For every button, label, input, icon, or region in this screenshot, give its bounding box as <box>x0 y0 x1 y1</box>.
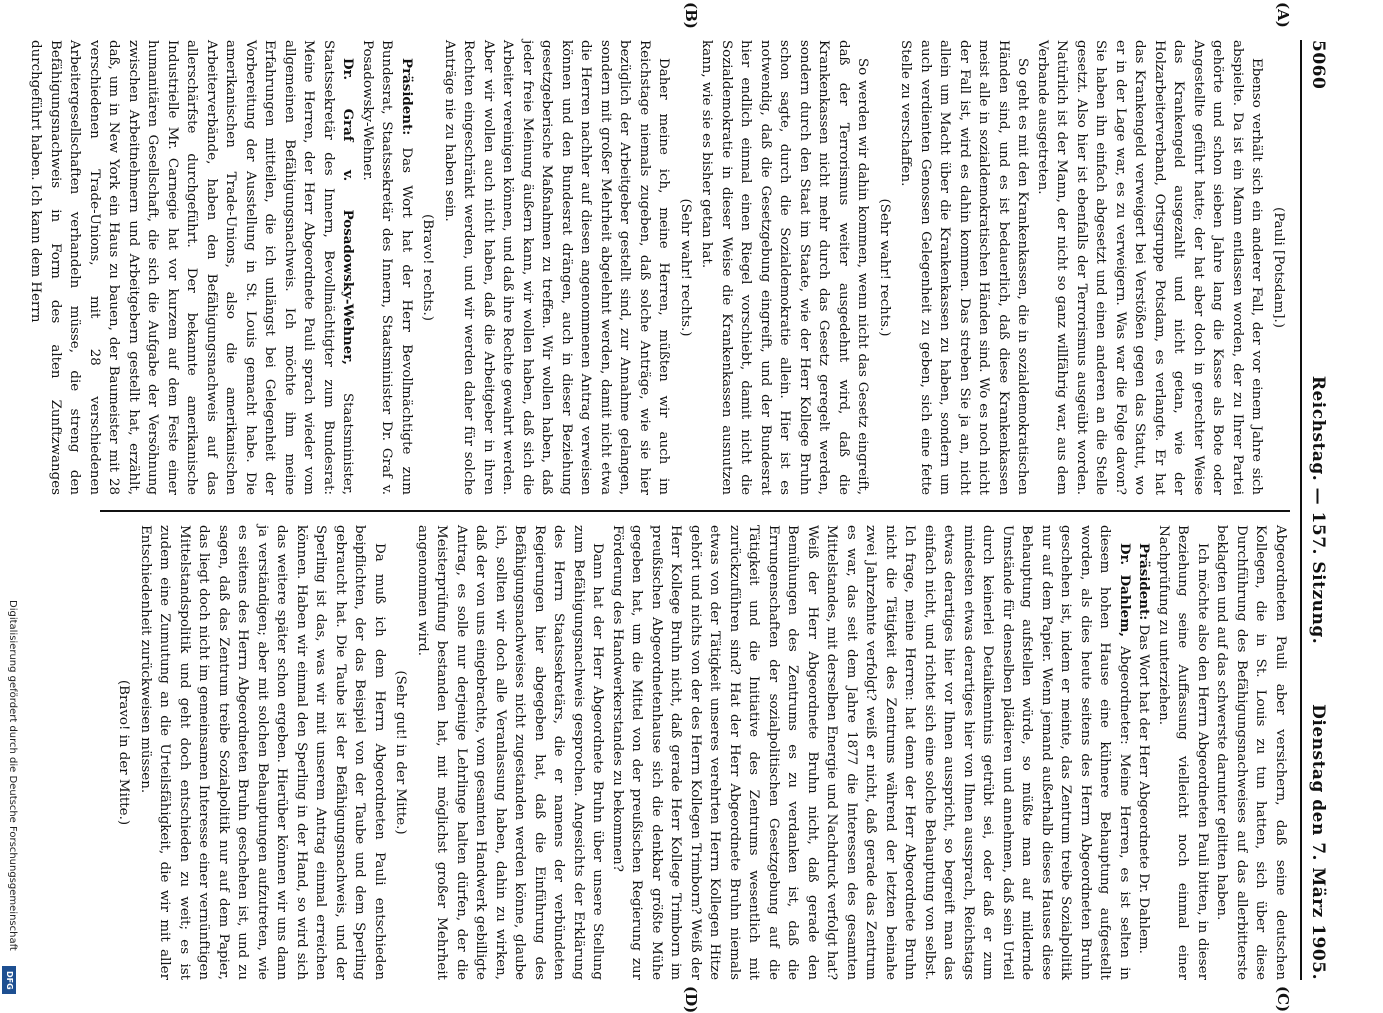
margin-mark-c: (C) <box>1274 986 1292 1013</box>
session-date: Dienstag den 7. März 1905. <box>1308 704 1328 980</box>
margin-mark-a: (A) <box>1274 2 1292 28</box>
speech-paragraph: Dr. Graf v. Posadowsky-Wehner, Staatsminister, Staatssekretär des Innern, Bevollmächtigter zum Bundesrat: Meine Herren, der Herr Abgeordnete Pauli sprach wieder vom allgemeinen Befähigungsnachweis. Ich möchte ihm meine Erfahrungen mitteilen, die ich unlängst bei Gelegenheit der Vorbereitung der Ausstellung in St. Louis gemacht habe. Die amerikanischen Trade-Unions, also die amerikanischen Arbeiterverbände, haben den Befähigungsnachweis auf das allerschärfste durchgeführt. Der bekannte amerikanische Industrielle Mr. Carnegie hat vor kurzem auf dem Feste einer humanitären Gesellschaft, die sich die Aufgabe der Versöhnung zwischen Arbeitnehmern und Arbeitgebern gestellt hat, erzählt, daß, um in New York ein Haus zu bauen, der Baumeister mit 28 verschiedenen Trade-Unions, mit 28 verschiedenen Arbeitergesellschaften verhandeln müsse, die streng den Befähigungsnachweis in Form des alten Zunftzwanges durchgeführt haben. Ich kann dem Herrn <box>28 40 357 495</box>
speech-paragraph: Präsident: Das Wort hat der Herr Bevollmächtigte zum Bundesrat, Staatssekretär des Innern, Staatsminister Dr. Graf v. Posadowsky-Wehner. <box>360 40 415 495</box>
left-column <box>28 40 1290 495</box>
body-paragraph: Daher meine ich, meine Herren, müßten wir auch im Reichstage niemals zugeben, daß solche Anträge, wie sie hier bezüglich der Arbeitgeber gestellt sind, zur Annahme gelangen, sondern mit großer Mehrheit abgelehnt werden, damit nicht etwa die Herren nachher auf diesen angenommenen Antrag verweisen können und den Bundesrat drängen, auch in dieser Beziehung gesetzgeberische Maßnahmen zu treffen. Wir wollen haben, daß jeder freie Meinung äußern kann, wir wollen haben, daß sich die Arbeiter vereinigen können, und daß ihre Rechte gewahrt werden. Aber wir wollen auch nicht haben, daß die Arbeitgeber in ihren Rechten eingeschränkt werden, und wir werden daher für solche Anträge nie zu haben sein. <box>442 40 672 495</box>
body-paragraph: So werden wir dahin kommen, wenn nicht das Gesetz eingreift, daß der Terrorismus weiter ausgedehnt wird, daß die Krankenkassen nicht mehr durch das Gesetz geregelt werden, sondern durch den Staat im Staate, wie der Herr Kollege Bruhn schon sagte, durch die Sozialdemokratie allein. Hier ist es notwendig, daß die Gesetzgebung eingreift, und der Bundesrat hier endlich einmal einen Riegel vorschiebt, damit nicht die Sozialdemokratie in dieser Weise die Krankenkassen ausnutzen kann, wie sie es bisher getan hat. <box>699 40 871 495</box>
speaker-name: Dr. Graf v. Posadowsky-Wehner, <box>340 58 357 365</box>
margin-mark-b: (B) <box>682 2 700 29</box>
digitization-credit: Digitalisierung gefördert durch die Deutsche Forschungsgemeinschaft <box>7 600 18 951</box>
body-paragraph: Ich möchte also den Herrn Abgeordneten Pauli bitten, in dieser Beziehung seine Auffassung vielleicht noch einmal einer Nachprüfung zu unterziehen. <box>1156 525 1210 980</box>
session-title: Reichstag. — 157. Sitzung. <box>1308 375 1328 645</box>
header-rule <box>1300 40 1302 980</box>
speaker-name: Präsident: <box>1136 543 1153 621</box>
speech-paragraph: Präsident: Das Wort hat der Herr Abgeordnete Dr. Dahlem. <box>1136 543 1153 954</box>
stage-direction: (Pauli [Potsdam].) <box>1271 206 1286 329</box>
stage-direction: (Bravo! in der Mitte.) <box>116 679 132 826</box>
body-paragraph: Ebenso verhält sich ein anderer Fall, der vor einem Jahre sich abspielte. Da ist ein Mann entlassen worden, der zu Ihrer Partei gehörte und schon sieben Jahre lang die Kasse als Bote oder Angestellte geführt hatte; der hat aber doch in gerechter Weise das Krankengeld ausgezahlt und nicht getan, wie der Holzarbeiterverband, Ortsgruppe Potsdam, es verlangte. Er hat das Krankengeld verweigert bei Verstößen gegen das Statut, wo er in der Lage war, es zu verweigern. Was war die Folge davon? Sie haben ihn einfach abgesetzt und einen anderen an die Stelle gesetzt. Also hier ist ebenfalls der Terrorismus ausgeübt worden. Natürlich ist der Mann, der nicht so ganz willfährig war, aus dem Verbande ausgetreten. <box>1035 40 1265 495</box>
page-number: 5060 <box>1308 40 1328 90</box>
body-paragraph: Da muß ich dem Herrn Abgeordneten Pauli entschieden beipflichten, der das Beispiel von der Taube und dem Sperling gebraucht hat. Die Taube ist der Befähigungsnachweis, und der Sperling ist das, was wir mit unserem Antrag einmal erreichen können. Haben wir einmal den Sperling in der Hand, so wird sich das weitere später schon ergeben. Hierüber können wir uns dann ja verständigen; aber mit solchen Behauptungen aufzutreten, wie es seitens des Herrn Abgeordneten Bruhn geschehen ist, und zu sagen, daß das Zentrum treibe Sozialpolitik nur auf dem Papier, das liegt doch nicht im gemeinsamen Interesse einer vernünftigen Mittelstandspolitik und geht doch entschieden zu weit; es ist zudem eine Zumutung an die Urteilsfähigkeit, die wir mit aller Entschiedenheit zurückweisen müssen. <box>138 525 387 980</box>
speaker-name: Dr. Dahlem, <box>1117 543 1133 638</box>
stage-direction: (Sehr wahr! rechts.) <box>877 198 892 337</box>
page-header <box>1300 40 1330 980</box>
right-column <box>100 525 1290 980</box>
rotated-document-page <box>28 2 1330 1013</box>
speaker-name: Präsident: <box>399 58 415 136</box>
margin-mark-d: (D) <box>682 986 700 1013</box>
stage-direction: (Sehr wahr! rechts.) <box>678 198 693 337</box>
body-paragraph: Abgeordneten Pauli aber versichern, daß seine deutschen Kollegen, die in St. Louis zu tun hatten, sich über diese Durchführung des Befähigungsnachweises auf das allerbitterste beklagten und auf das schwerste darunter gelitten haben. <box>1214 525 1288 980</box>
body-paragraph: Dann hat der Herr Abgeordnete Bruhn über unsere Stellung zum Befähigungsnachweis gesprochen. Angesichts der Erklärung des Herrn Staatssekretärs, die er namens der verbündeten Regierungen hier abgegeben hat, daß die Einführung des Befähigungsnachweises nicht zugestanden werden könne, glaube ich, sollten wir doch alle Veranlassung haben, dahin zu wirken, daß der von uns eingebrachte, vom gesamten Handwerk gebilligte Antrag, es solle nur derjenige Lehrlinge halten dürfen, der die Meisterprüfung bestanden hat, mit möglichst großer Mehrheit angenommen wird. <box>415 525 606 980</box>
stage-direction: (Bravo! rechts.) <box>420 214 436 321</box>
dfg-logo: DFG <box>2 966 16 994</box>
column-divider <box>100 510 1290 512</box>
stage-direction: (Sehr gut! in der Mitte.) <box>393 670 409 835</box>
body-paragraph: So geht es mit den Krankenkassen, die in sozialdemokratischen Händen sind, und es ist bedauerlich, daß diese Krankenkassen meist alle in sozialdemokratischen Händen sind. Wo es noch nicht der Fall ist, wird es dahin kommen. Das streben Sie ja an, nicht allein um Macht über die Krankenkassen zu haben, sondern um auch verdienten Genossen Gelegenheit zu geben, sich eine fette Stelle zu verschaffen. <box>898 40 1031 495</box>
speech-paragraph: Dr. Dahlem, Abgeordneter: Meine Herren, es ist selten in diesem hohen Hause eine kühnere Behauptung aufgestellt worden, als dies heute seitens des Herrn Abgeordneten Bruhn geschehen ist, indem er meinte, das Zentrum treibe Sozialpolitik nur auf dem Papier. Wenn jemand außerhalb dieses Hauses diese Behauptung aufstellen würde, so müßte man auf mildernde Umstände für denselben plädieren und annehmen, daß sein Urteil durch keinerlei Detailkenntnis getrübt sei, oder daß er zum mindesten etwas derartiges hier von Ihnen aussprach, Reichstags etwas derartiges hier vor Ihnen ausspricht, so begreift man das einfach nicht, und richtet sich eine solche Behauptung von selbst. Ich frage, meine Herren: hat denn der Herr Abgeordnete Bruhn nicht die Tätigkeit des Zentrums während der letzten beinahe zwei Jahrzehnte verfolgt? weiß er nicht, daß gerade das Zentrum es war, das seit dem Jahre 1877 die Interessen des gesamten Mittelstandes, mit derselben Energie und Nachdruck verfolgt hat? Weiß der Herr Abgeordnete Bruhn nicht, daß gerade den Bemühungen des Zentrums es zu verdanken ist, daß die Errungenschaften der sozialpolitischen Gesetzgebung auf die Tätigkeit und die Initiative des Zentrums wesentlich mit zurückzuführen sind? Hat der Herr Abgeordnete Bruhn niemals etwas von der Tätigkeit unseres verehrten Herrn Kollegen Hitze gehört und nichts von der des Herrn Kollegen Trimborn? Weiß der Herr Kollege Bruhn nicht, daß gerade Herr Kollege Trimborn im preußischen Abgeordnetenhause sich die denkbar größte Mühe gegeben hat, um die Mittel von der preußischen Regierung zur Förderung des Handwerkerstandes zu bekommen? <box>610 525 1133 980</box>
